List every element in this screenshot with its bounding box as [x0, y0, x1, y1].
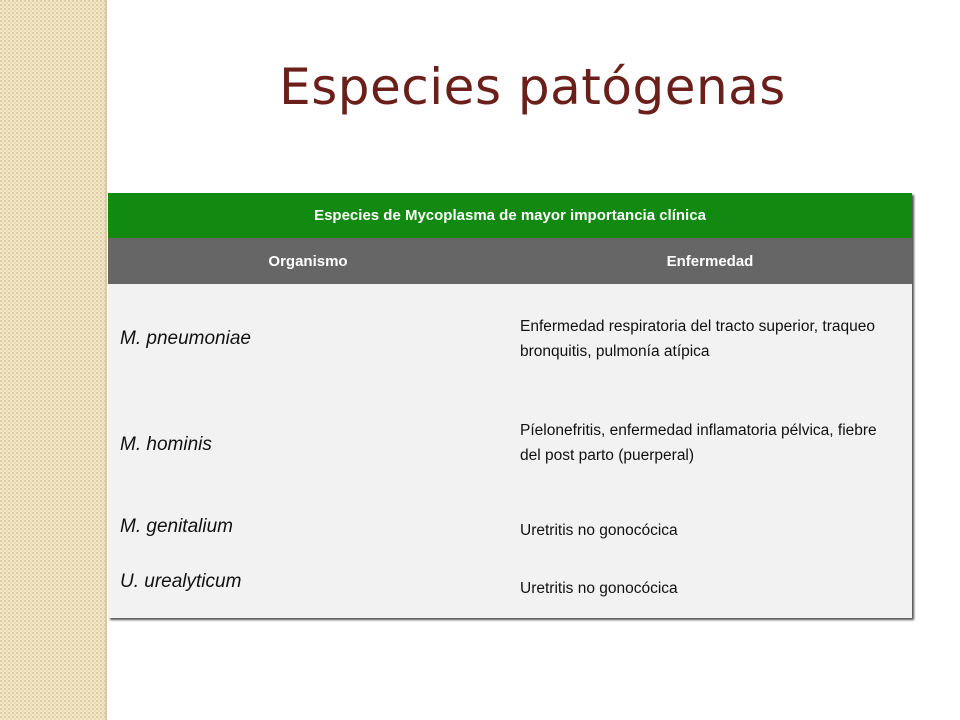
decorative-side-bar	[0, 0, 107, 720]
organism-cell: M. hominis	[120, 434, 212, 455]
slide-title: Especies patógenas	[279, 58, 786, 116]
organism-cell: M. pneumoniae	[120, 328, 251, 349]
table-row	[108, 504, 912, 564]
disease-cell: Uretritis no gonocócica	[520, 522, 678, 539]
table-row	[108, 284, 912, 404]
organism-cell: U. urealyticum	[120, 571, 242, 592]
table-header-row	[108, 238, 912, 284]
organism-cell: M. genitalium	[120, 516, 233, 537]
disease-cell: Uretritis no gonocócica	[520, 580, 678, 597]
disease-cell: Enfermedad respiratoria del tracto superior, traqueo bronquitis, pulmonía atípica	[520, 318, 875, 360]
header-organismo: Organismo	[268, 252, 348, 270]
table-row	[108, 404, 912, 504]
table-row	[108, 564, 912, 618]
header-enfermedad: Enfermedad	[666, 252, 754, 270]
species-table	[108, 193, 912, 618]
table-caption: Especies de Mycoplasma de mayor importancia clínica	[108, 193, 912, 238]
disease-cell: Píelonefritis, enfermedad inflamatoria pélvica, fiebre del post parto (puerperal)	[520, 422, 877, 464]
